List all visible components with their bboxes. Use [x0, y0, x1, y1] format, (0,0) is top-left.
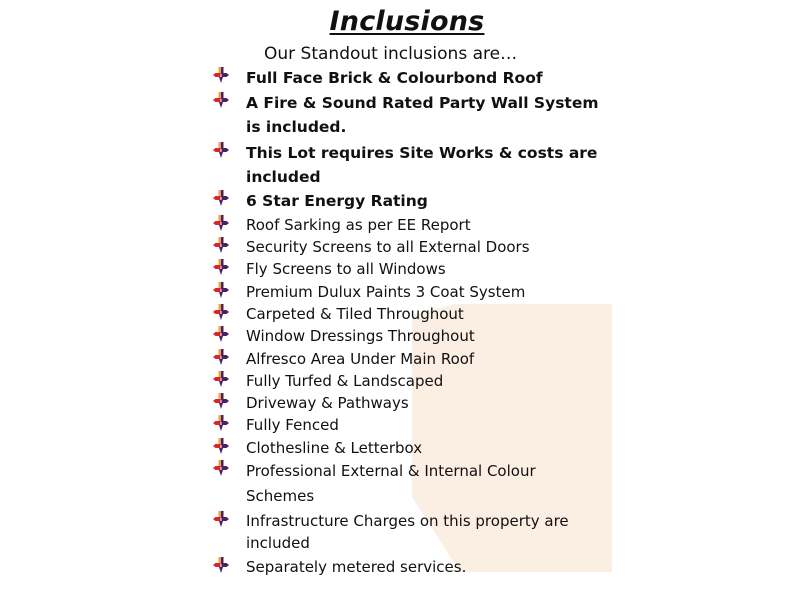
arrow-bullet-icon: [213, 415, 229, 431]
list-item-text: Professional External & Internal Colour Schemes: [246, 462, 536, 505]
arrow-bullet-icon: [213, 237, 229, 253]
arrow-bullet-icon: [213, 92, 229, 108]
arrow-bullet-icon: [213, 460, 229, 476]
arrow-bullet-icon: [213, 438, 229, 454]
arrow-bullet-icon: [213, 511, 229, 527]
arrow-bullet-icon: [213, 371, 229, 387]
arrow-bullet-icon: [213, 349, 229, 365]
arrow-bullet-icon: [213, 190, 229, 206]
list-item-text: A Fire & Sound Rated Party Wall System is included.: [246, 94, 599, 136]
list-item-text: Roof Sarking as per EE Report: [246, 216, 471, 234]
inclusions-list: [213, 0, 613, 600]
intro-text: Our Standout inclusions are…: [264, 44, 518, 64]
arrow-bullet-icon: [213, 215, 229, 231]
list-item-text: This Lot requires Site Works & costs are included: [246, 144, 598, 186]
list-item-text: Clothesline & Letterbox: [246, 439, 423, 457]
arrow-bullet-icon: [213, 557, 229, 573]
list-item-text: Driveway & Pathways: [246, 394, 409, 412]
list-item-text: Infrastructure Charges on this property are included: [246, 512, 569, 552]
list-item-text: Carpeted & Tiled Throughout: [246, 305, 464, 323]
page-title: Inclusions: [329, 6, 485, 37]
list-item-text: Separately metered services.: [246, 558, 467, 576]
arrow-bullet-icon: [213, 142, 229, 158]
list-item-text: Full Face Brick & Colourbond Roof: [246, 69, 543, 87]
arrow-bullet-icon: [213, 326, 229, 342]
list-item-text: Premium Dulux Paints 3 Coat System: [246, 283, 526, 301]
list-item-text: 6 Star Energy Rating: [246, 192, 428, 210]
arrow-bullet-icon: [213, 282, 229, 298]
arrow-bullet-icon: [213, 304, 229, 320]
list-item-text: Security Screens to all External Doors: [246, 238, 530, 256]
list-item-text: Alfresco Area Under Main Roof: [246, 350, 475, 368]
list-item-text: Fly Screens to all Windows: [246, 260, 446, 278]
list-item-text: Window Dressings Throughout: [246, 327, 475, 345]
list-item-text: Fully Turfed & Landscaped: [246, 372, 444, 390]
arrow-bullet-icon: [213, 393, 229, 409]
arrow-bullet-icon: [213, 67, 229, 83]
arrow-bullet-icon: [213, 259, 229, 275]
list-item-text: Fully Fenced: [246, 416, 339, 434]
